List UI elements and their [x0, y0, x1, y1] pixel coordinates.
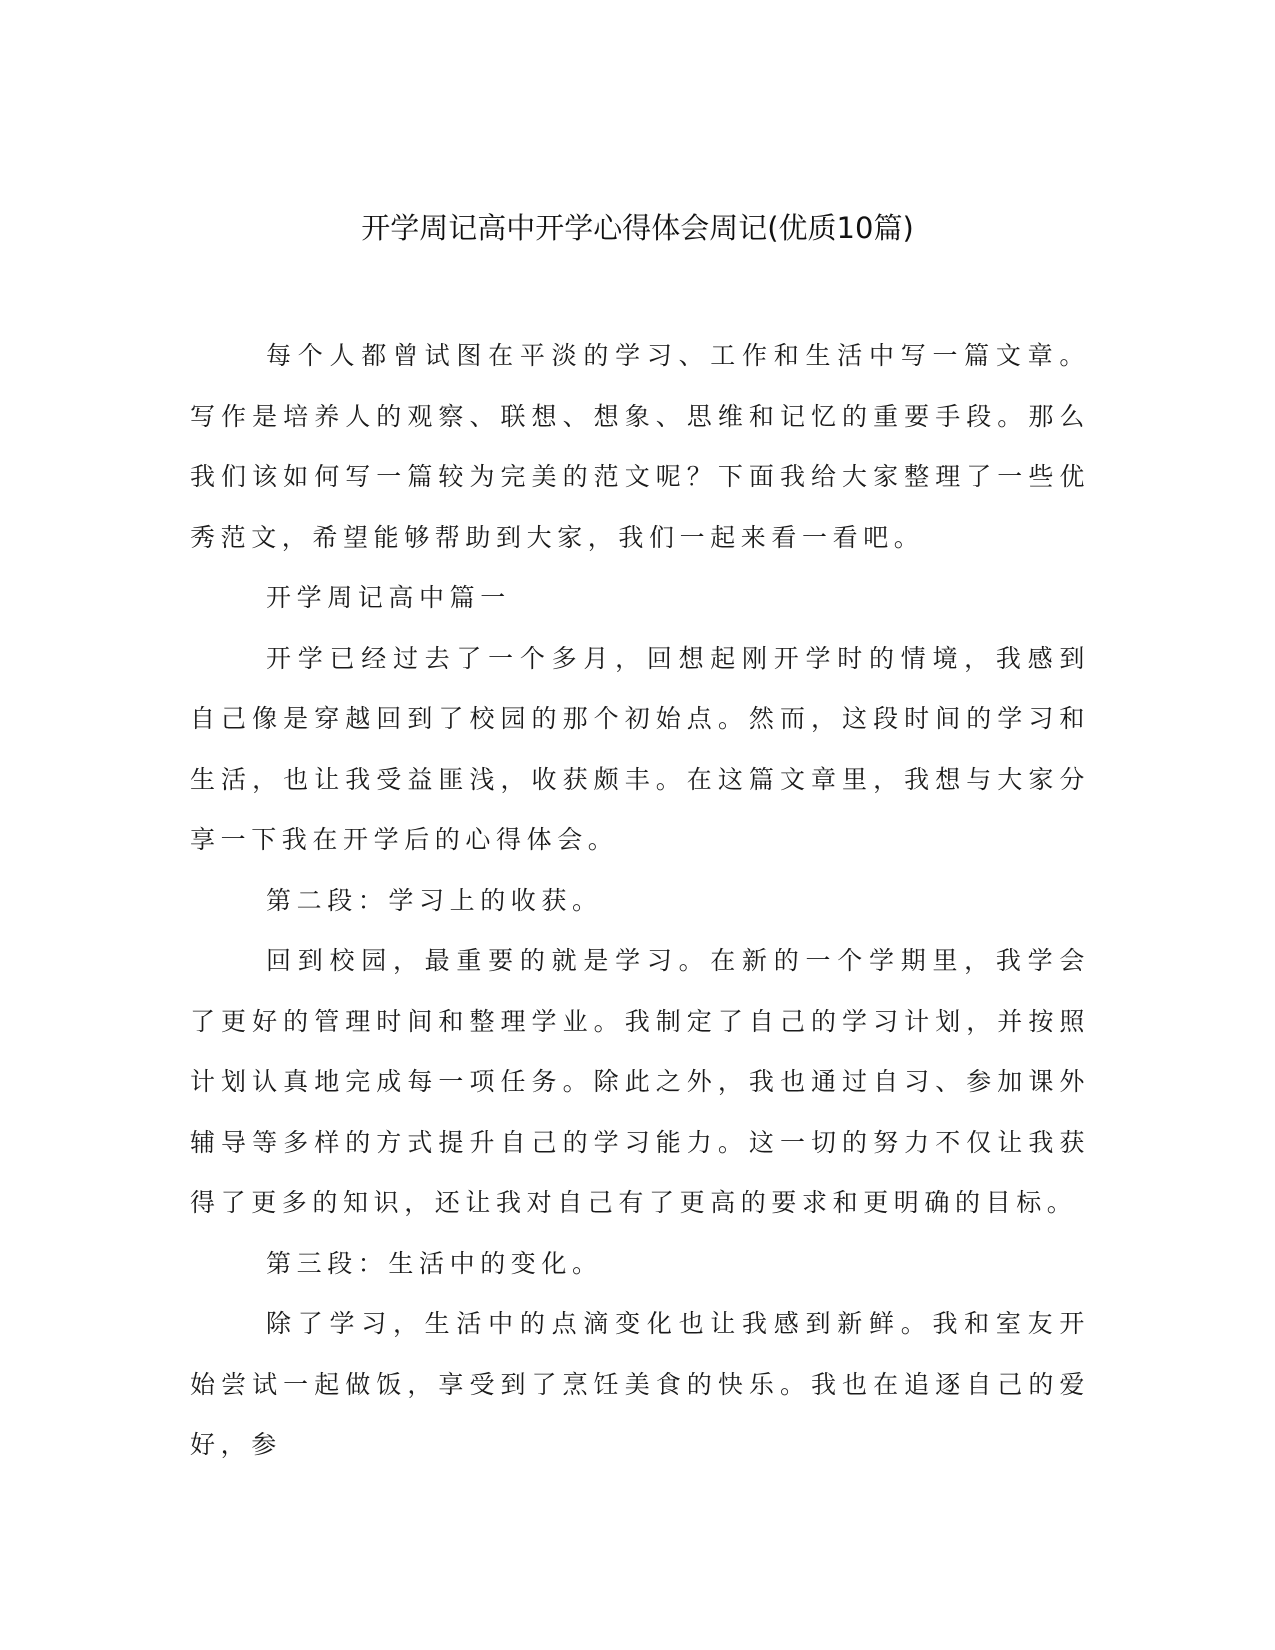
document-body [190, 326, 1090, 1476]
body-paragraph: 回到校园，最重要的就是学习。在新的一个学期里，我学会了更好的管理时间和整理学业。我制定了自己的学习计划，并按照计划认真地完成每一项任务。除此之外，我也通过自习、参加课外辅导等多样的方式提升自己的学习能力。这一切的努力不仅让我获得了更多的知识，还让我对自己有了更高的要求和更明确的目标。 [190, 946, 1090, 1217]
document-title: 开学周记高中开学心得体会周记(优质10篇) [361, 211, 914, 245]
body-paragraph: 开学已经过去了一个多月，回想起刚开学时的情境，我感到自己像是穿越回到了校园的那个初始点。然而，这段时间的学习和生活，也让我受益匪浅，收获颇丰。在这篇文章里，我想与大家分享一下我在开学后的心得体会。 [190, 643, 1090, 854]
section-heading: 第三段：生活中的变化。 [266, 1248, 603, 1278]
intro-paragraph: 每个人都曾试图在平淡的学习、工作和生活中写一篇文章。写作是培养人的观察、联想、想象、思维和记忆的重要手段。那么我们该如何写一篇较为完美的范文呢？下面我给大家整理了一些优秀范文，希望能够帮助到大家，我们一起来看一看吧。 [190, 341, 1090, 552]
body-paragraph: 除了学习，生活中的点滴变化也让我感到新鲜。我和室友开始尝试一起做饭，享受到了烹饪美食的快乐。我也在追逐自己的爱好，参 [190, 1309, 1090, 1459]
section-heading: 第二段：学习上的收获。 [266, 885, 603, 915]
section-heading: 开学周记高中篇一 [266, 583, 511, 612]
